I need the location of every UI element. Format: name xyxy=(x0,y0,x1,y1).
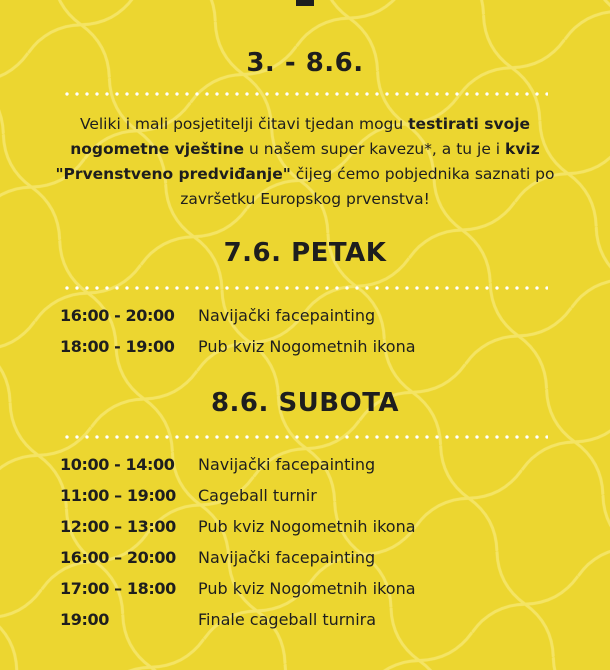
event-time: 16:00 – 20:00 xyxy=(60,548,176,567)
event-name: Navijački facepainting xyxy=(198,548,376,567)
dotted-divider xyxy=(62,286,548,290)
event-time: 10:00 - 14:00 xyxy=(60,455,175,474)
event-name: Cageball turnir xyxy=(198,486,317,505)
event-name: Pub kviz Nogometnih ikona xyxy=(198,579,416,598)
event-time: 17:00 – 18:00 xyxy=(60,579,176,598)
intro-text-1: Veliki i mali posjetitelji čitavi tjedan mogu xyxy=(79,115,409,133)
friday-heading: 7.6. PETAK xyxy=(223,238,387,268)
event-name: Pub kviz Nogometnih ikona xyxy=(198,517,416,536)
event-name: Pub kviz Nogometnih ikona xyxy=(198,337,416,356)
intro-bold-2: kviz "Prvenstveno predviđanje" xyxy=(55,140,540,183)
intro-text-3: čijeg ćemo pobjednika saznati po završetku Europskog prvenstva! xyxy=(180,165,555,208)
dotted-divider xyxy=(62,435,548,439)
event-time: 18:00 - 19:00 xyxy=(60,337,175,356)
top-decoration xyxy=(296,0,314,6)
dates-heading: 3. - 8.6. xyxy=(246,48,364,78)
event-time: 12:00 – 13:00 xyxy=(60,517,176,536)
intro-text-2: u našem super kavezu*, a tu je i xyxy=(244,140,506,158)
event-name: Navijački facepainting xyxy=(198,455,376,474)
saturday-heading: 8.6. SUBOTA xyxy=(210,388,400,418)
dotted-divider xyxy=(62,92,548,96)
event-time: 11:00 – 19:00 xyxy=(60,486,176,505)
intro-paragraph xyxy=(40,112,570,212)
event-time: 19:00 xyxy=(60,610,109,629)
intro-bold-1: testirati svoje nogometne vještine xyxy=(70,115,531,158)
event-name: Finale cageball turnira xyxy=(198,610,377,629)
event-name: Navijački facepainting xyxy=(198,306,376,325)
event-time: 16:00 - 20:00 xyxy=(60,306,175,325)
